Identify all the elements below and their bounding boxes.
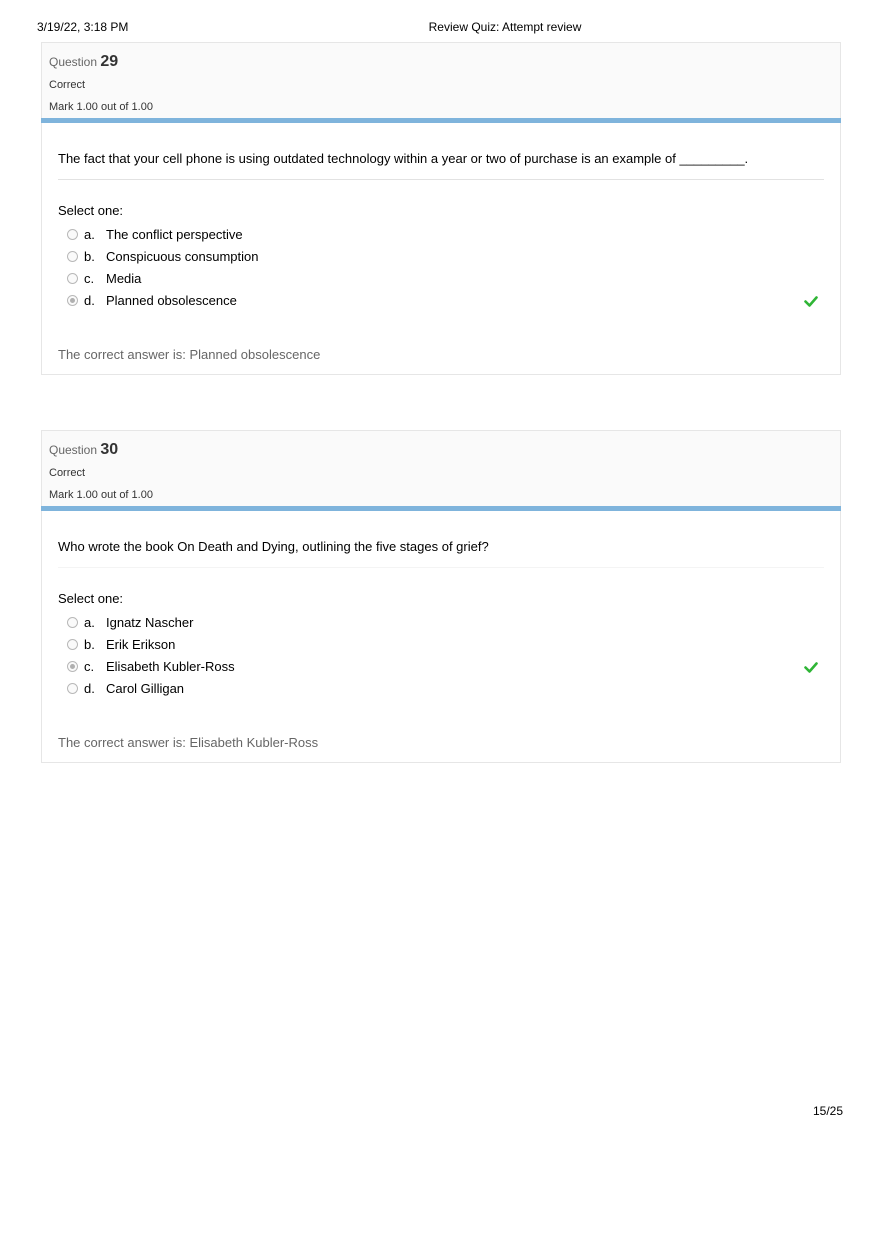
answer-option-a[interactable] — [65, 612, 840, 634]
radio-icon[interactable] — [67, 617, 78, 628]
question-label: Question — [49, 55, 98, 69]
question-29 — [41, 42, 841, 375]
print-title: Review Quiz: Attempt review — [428, 20, 582, 34]
question-divider — [58, 567, 824, 568]
question-content — [41, 511, 841, 763]
radio-icon[interactable] — [67, 251, 78, 262]
print-date: 3/19/22, 3:18 PM — [37, 20, 129, 34]
question-info — [41, 430, 841, 506]
answer-letter: d. — [84, 293, 95, 308]
answer-label: Media — [106, 271, 142, 286]
question-divider — [58, 179, 824, 180]
question-number — [49, 51, 833, 73]
radio-selected-icon[interactable] — [67, 295, 78, 306]
question-content — [41, 123, 841, 375]
radio-icon[interactable] — [67, 683, 78, 694]
question-state: Correct — [49, 467, 86, 479]
question-label: Question — [49, 443, 98, 457]
radio-selected-icon[interactable] — [67, 661, 78, 672]
answer-option-d[interactable] — [65, 290, 840, 312]
answer-letter: a. — [84, 227, 95, 242]
answer-list — [42, 224, 840, 312]
question-info — [41, 42, 841, 118]
select-prompt: Select one: — [58, 591, 124, 606]
question-number-value: 29 — [100, 53, 119, 70]
answer-label: Carol Gilligan — [106, 681, 185, 696]
print-header — [0, 20, 880, 36]
answer-option-b[interactable] — [65, 246, 840, 268]
question-text: Who wrote the book On Death and Dying, outlining the five stages of grief? — [58, 539, 489, 554]
question-number — [49, 439, 833, 461]
answer-letter: d. — [84, 681, 95, 696]
correct-answer: The correct answer is: Planned obsolescence — [58, 347, 321, 362]
answer-letter: c. — [84, 659, 95, 674]
radio-icon[interactable] — [67, 273, 78, 284]
check-icon — [804, 656, 818, 678]
question-number-value: 30 — [100, 441, 119, 458]
answer-label: Ignatz Nascher — [106, 615, 194, 630]
page-number: 15/25 — [812, 1104, 843, 1118]
check-icon — [804, 290, 818, 312]
answer-label: Planned obsolescence — [106, 293, 237, 308]
answer-label: Erik Erikson — [106, 637, 176, 652]
answer-label: The conflict perspective — [106, 227, 243, 242]
answer-letter: b. — [84, 637, 95, 652]
answer-label: Elisabeth Kubler-Ross — [106, 659, 235, 674]
answer-option-a[interactable] — [65, 224, 840, 246]
answer-letter: c. — [84, 271, 95, 286]
answer-option-d[interactable] — [65, 678, 840, 700]
question-state: Correct — [49, 79, 86, 91]
answer-option-b[interactable] — [65, 634, 840, 656]
answer-list — [42, 612, 840, 700]
answer-label: Conspicuous consumption — [106, 249, 259, 264]
radio-icon[interactable] — [67, 639, 78, 650]
answer-option-c[interactable] — [65, 268, 840, 290]
answer-letter: a. — [84, 615, 95, 630]
select-prompt: Select one: — [58, 203, 124, 218]
radio-icon[interactable] — [67, 229, 78, 240]
question-text: The fact that your cell phone is using outdated technology within a year or two of purchase is an example of _________. — [58, 151, 749, 166]
question-grade: Mark 1.00 out of 1.00 — [49, 101, 153, 113]
question-grade: Mark 1.00 out of 1.00 — [49, 489, 153, 501]
correct-answer: The correct answer is: Elisabeth Kubler-Ross — [58, 735, 319, 750]
answer-option-c[interactable] — [65, 656, 840, 678]
answer-letter: b. — [84, 249, 95, 264]
question-30 — [41, 430, 841, 763]
